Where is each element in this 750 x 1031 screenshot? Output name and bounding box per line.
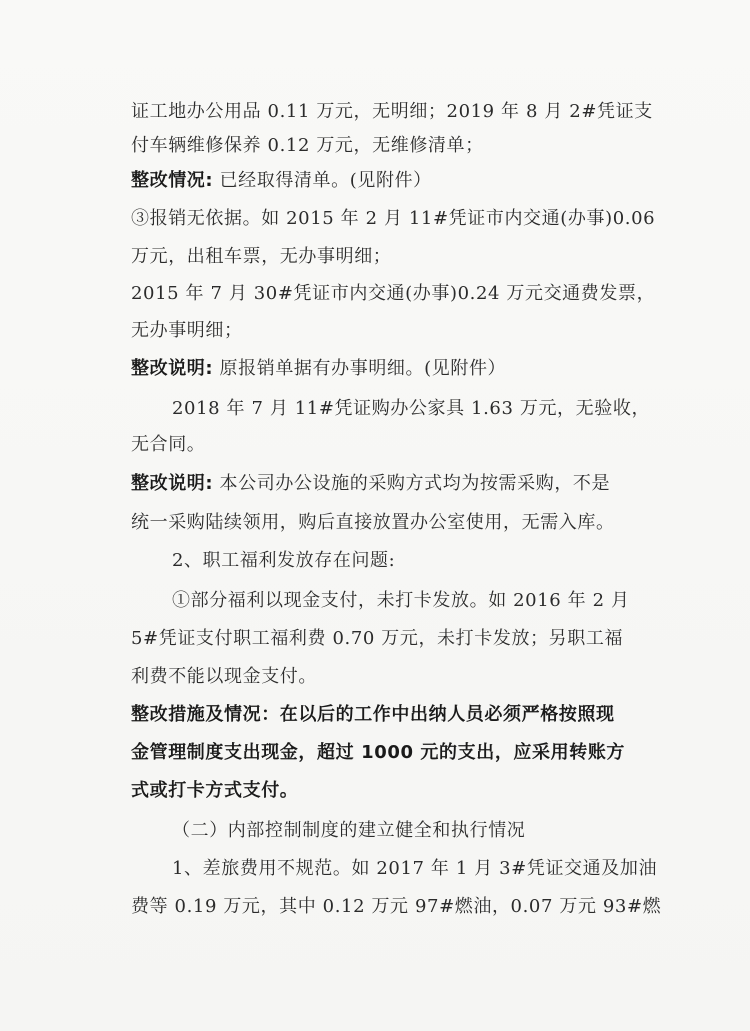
line-text: 2015 年 7 月 30#凭证市内交通(办事)0.24 万元交通费发票， (131, 283, 656, 304)
body-line-10 (131, 434, 205, 456)
body-line-15 (131, 628, 623, 650)
rectification-note-line-2 (131, 473, 610, 495)
line-text: 已经取得清单。(见附件） (213, 170, 432, 191)
line-text: 无办事明细； (131, 320, 243, 341)
line-text: 原报销单据有办事明细。(见附件） (213, 358, 507, 379)
section-heading-2 (172, 820, 525, 842)
body-line-2 (131, 135, 484, 157)
body-line-9 (172, 398, 650, 420)
section-label: 整改说明: (131, 473, 214, 494)
section-label: 整改说明: (131, 358, 214, 379)
measures-line-1 (131, 704, 615, 726)
measures-line-3 (131, 780, 298, 802)
rectification-status-line (131, 170, 432, 192)
body-line-1 (131, 101, 653, 123)
line-text: 整改措施及情况：在以后的工作中出纳人员必须严格按照现 (131, 704, 615, 725)
line-text: （二）内部控制制度的建立健全和执行情况 (172, 820, 526, 841)
line-text: ①部分福利以现金支付，未打卡发放。如 2016 年 2 月 (172, 590, 630, 611)
line-text: 2、职工福利发放存在问题: (172, 550, 396, 571)
rectification-note-line-1 (131, 358, 506, 380)
line-text: 统一采购陆续领用，购后直接放置办公室使用，无需入库。 (131, 512, 615, 533)
body-line-6 (131, 283, 655, 305)
section-label: 整改情况: (131, 170, 214, 191)
line-text: 付车辆维修保养 0.12 万元，无维修清单； (131, 135, 484, 156)
body-line-22 (131, 896, 661, 918)
line-text: 式或打卡方式支付。 (131, 780, 299, 801)
body-line-21 (172, 858, 657, 880)
line-text: 5#凭证支付职工福利费 0.70 万元，未打卡发放；另职工福 (131, 628, 624, 649)
line-text: 证工地办公用品 0.11 万元，无明细；2019 年 8 月 2#凭证支 (131, 101, 653, 122)
body-line-12 (131, 512, 615, 534)
body-line-16 (131, 666, 317, 688)
body-line-14 (172, 590, 630, 612)
body-line-7 (131, 320, 243, 342)
line-text: 2018 年 7 月 11#凭证购办公家具 1.63 万元，无验收， (172, 398, 651, 419)
measures-line-2 (131, 742, 625, 764)
line-text: 利费不能以现金支付。 (131, 666, 317, 687)
line-text: 1、差旅费用不规范。如 2017 年 1 月 3#凭证交通及加油 (172, 858, 658, 879)
line-text: 金管理制度支出现金，超过 1000 元的支出，应采用转账方 (131, 742, 626, 763)
line-text: ③报销无依据。如 2015 年 2 月 11#凭证市内交通(办事)0.06 (131, 208, 656, 229)
line-text: 本公司办公设施的采购方式均为按需采购，不是 (213, 473, 611, 494)
line-text: 费等 0.19 万元，其中 0.12 万元 97#燃油，0.07 万元 93#燃 (131, 896, 662, 917)
line-text: 无合同。 (131, 434, 206, 455)
body-line-5 (131, 246, 391, 268)
body-line-4 (131, 208, 655, 230)
line-text: 万元，出租车票，无办事明细； (131, 246, 392, 267)
subsection-heading-2 (172, 550, 395, 572)
